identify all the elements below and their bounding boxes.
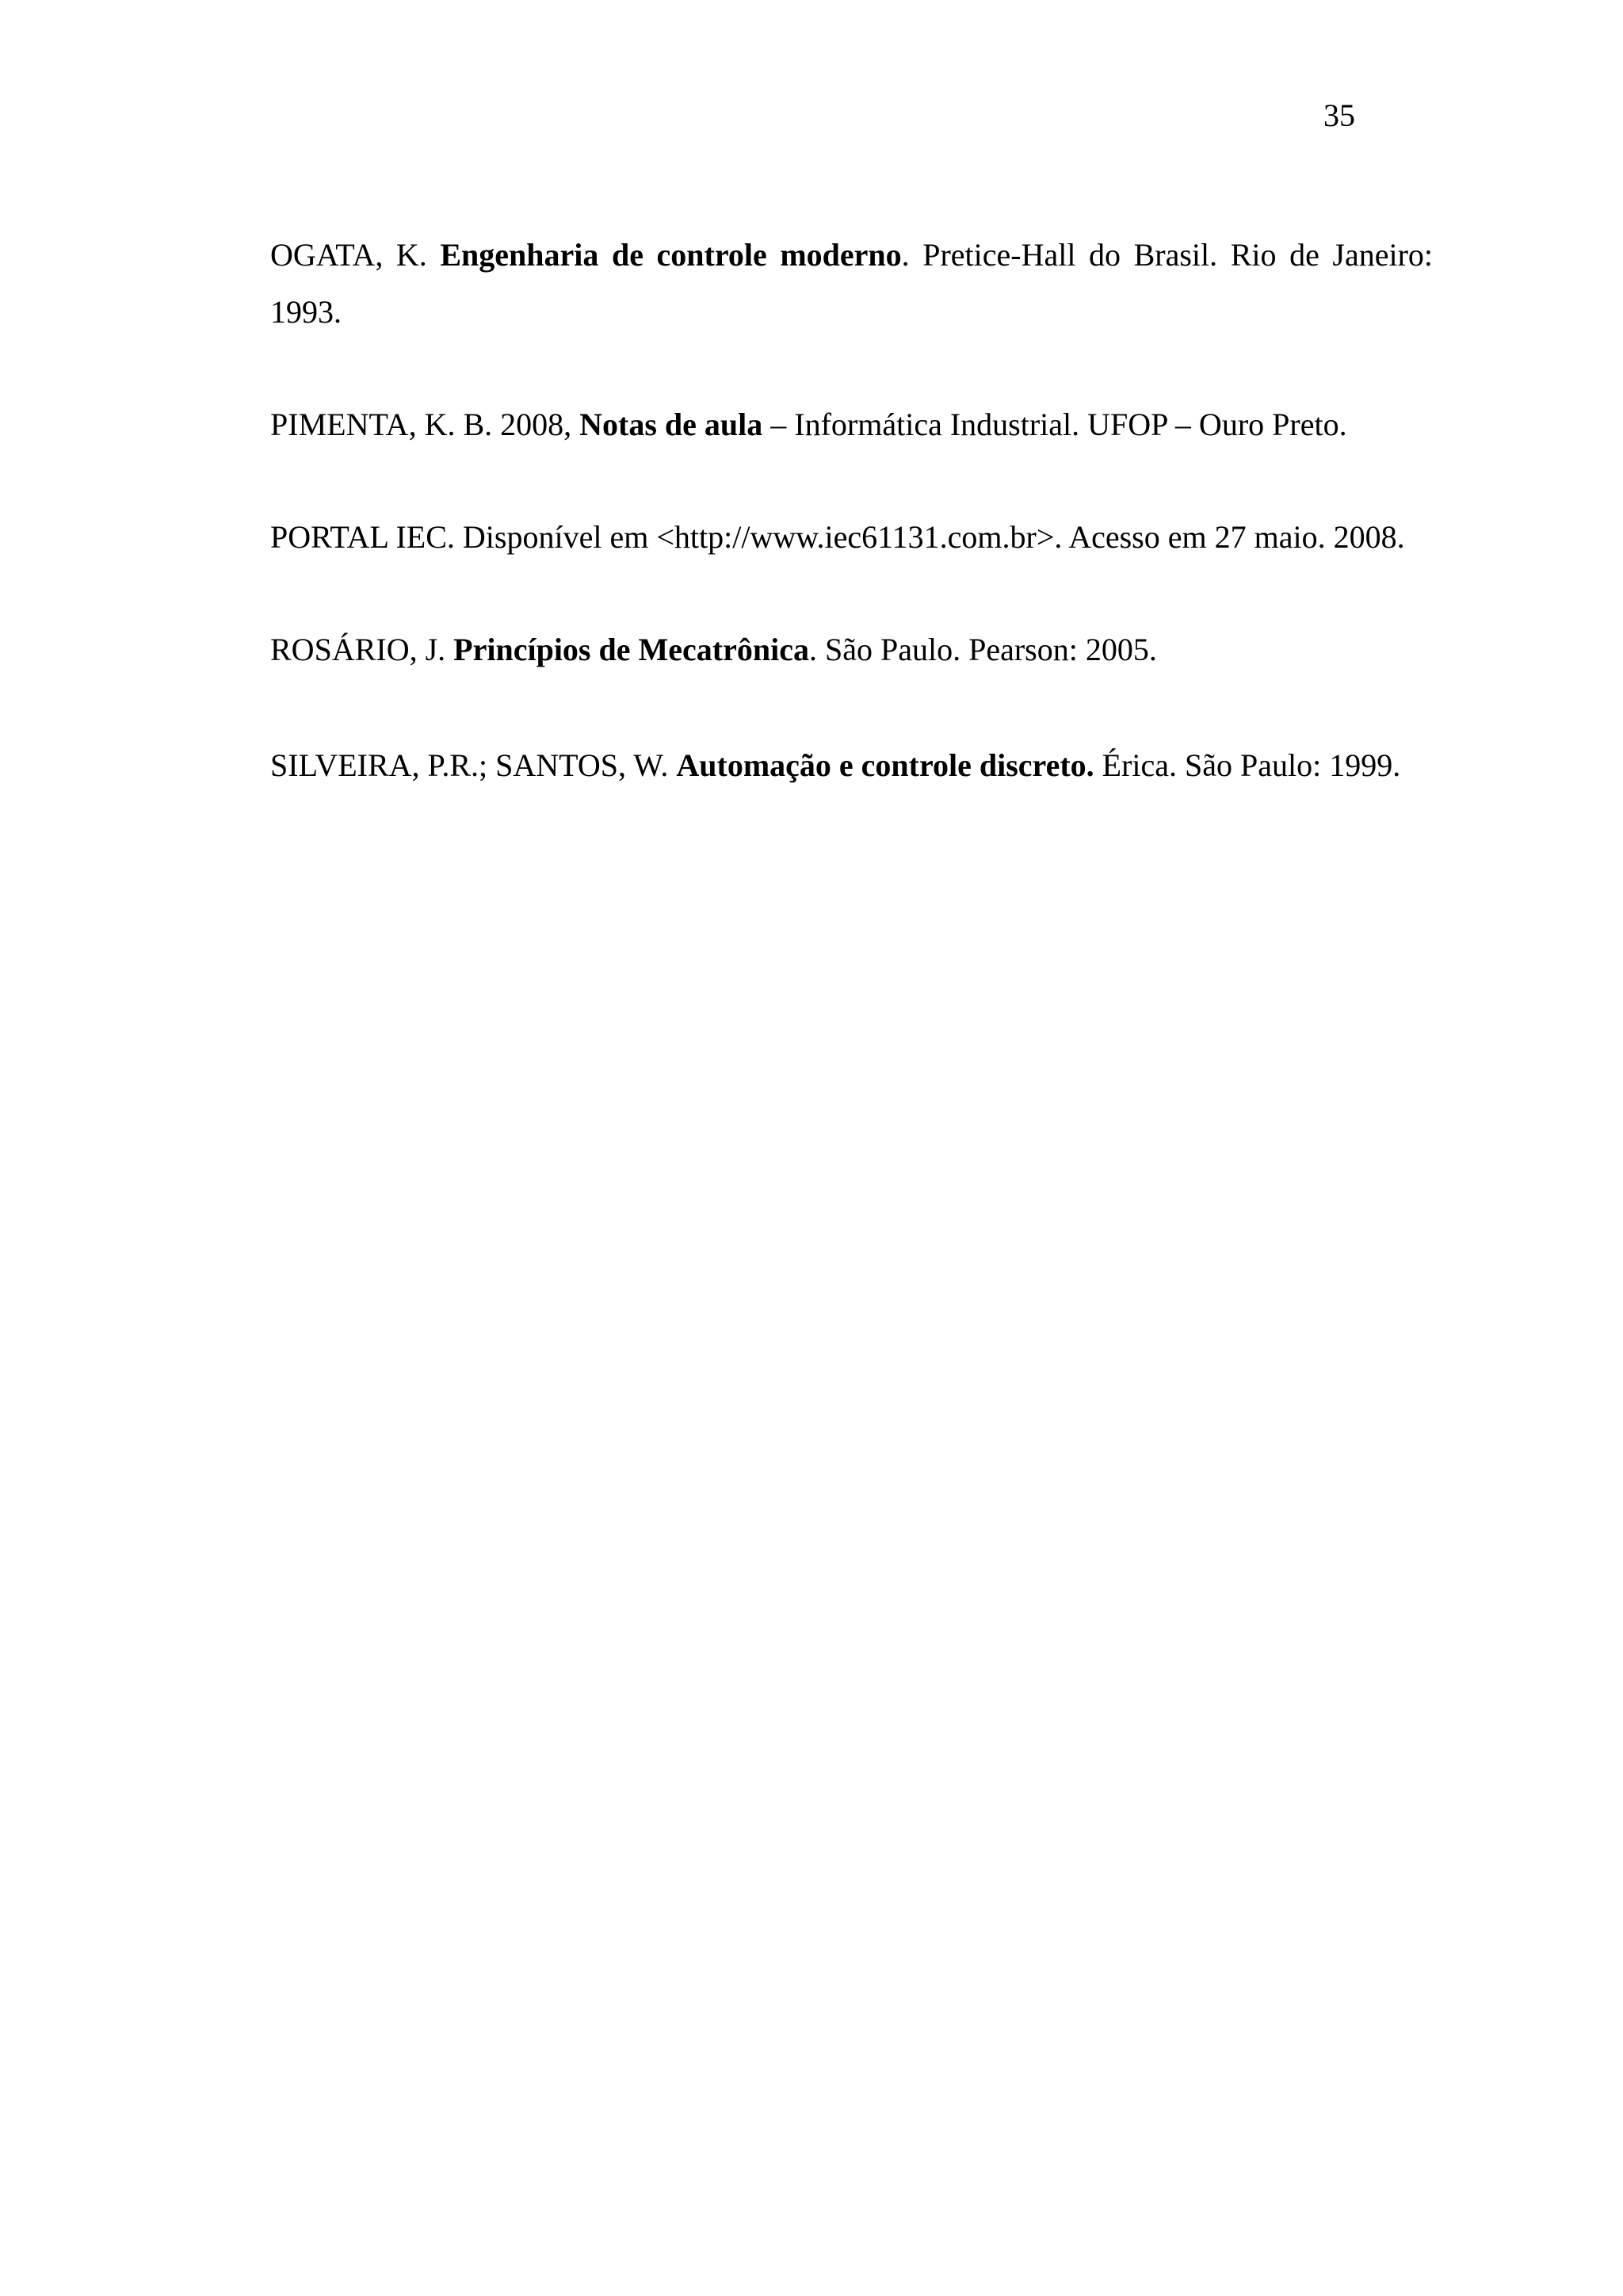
reference-title: Engenharia de controle moderno <box>440 237 902 273</box>
reference-title: Princípios de Mecatrônica <box>453 632 809 667</box>
reference-author: SILVEIRA, P.R.; SANTOS, W. <box>270 747 677 783</box>
reference-details: – Informática Industrial. UFOP – Ouro Preto. <box>762 407 1347 442</box>
reference-author: OGATA, K. <box>270 237 441 273</box>
reference-title: Automação e controle discreto. <box>676 747 1094 783</box>
reference-silveira <box>270 747 1433 785</box>
reference-rosario <box>270 621 1433 678</box>
reference-details: Érica. São Paulo: 1999. <box>1094 747 1401 783</box>
reference-details: . Pretice-Hall do Brasil. Rio de Janeiro: 1993. <box>270 237 1434 330</box>
reference-author: ROSÁRIO, J. <box>270 632 454 667</box>
reference-ogata <box>270 227 1433 341</box>
reference-pimenta <box>270 396 1433 453</box>
reference-text: PORTAL IEC. Disponível em <http://www.iec61131.com.br>. Acesso em 27 maio. 2008. <box>270 519 1405 555</box>
reference-details: . São Paulo. Pearson: 2005. <box>808 632 1157 667</box>
page-number: 35 <box>1323 97 1355 133</box>
reference-author: PIMENTA, K. B. 2008, <box>270 407 580 442</box>
reference-title: Notas de aula <box>579 407 763 442</box>
reference-portal-iec <box>270 509 1433 566</box>
reference-list <box>270 227 1433 785</box>
